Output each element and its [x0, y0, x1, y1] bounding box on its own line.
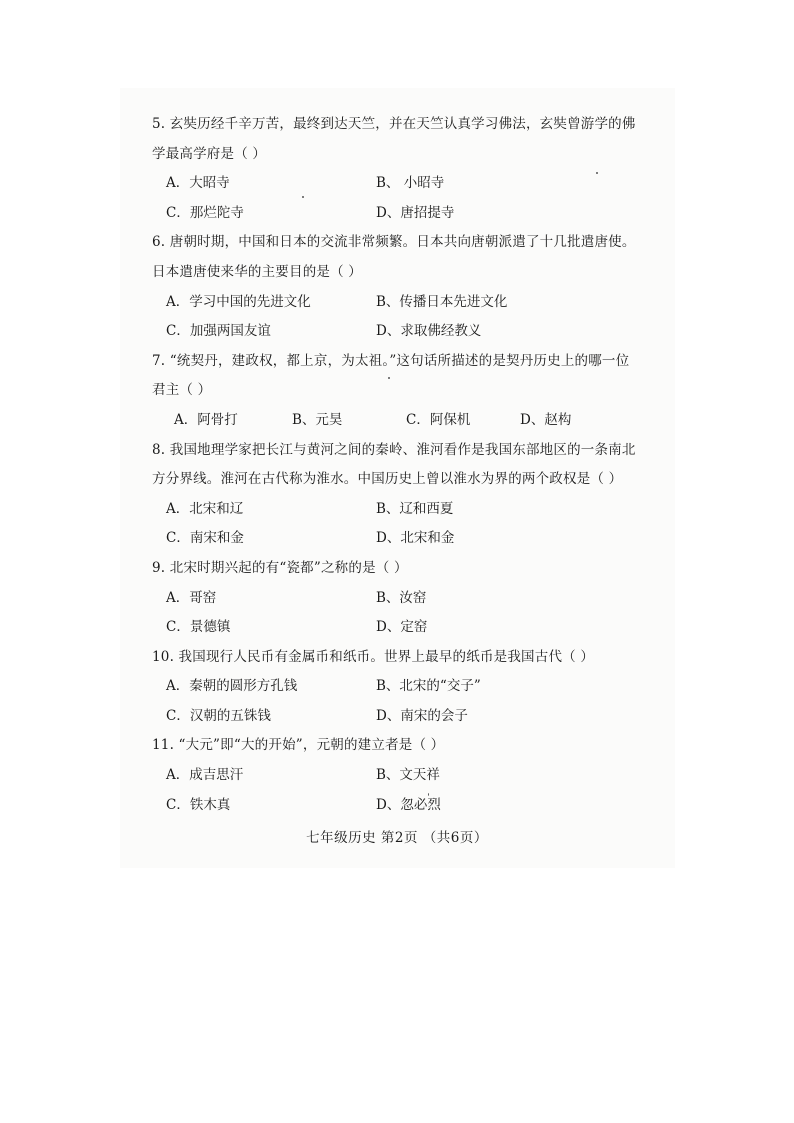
question-9	[152, 554, 672, 643]
question-text: 10. 我国现行人民币有金属币和纸币。世界上最早的纸币是我国古代（ ）	[152, 648, 595, 665]
option-d: D、定窑	[376, 619, 428, 636]
question-text: 11. “大元”即“大的开始”，元朝的建立者是（ ）	[152, 737, 445, 754]
option-c: C．南宋和金	[166, 530, 244, 547]
option-c: C．铁木真	[166, 796, 231, 813]
option-b: B、文天祥	[376, 767, 440, 784]
option-row	[152, 672, 672, 702]
option-row	[152, 613, 672, 643]
option-a: A．大昭寺	[166, 175, 230, 192]
scan-speck	[596, 172, 598, 174]
question-7	[152, 347, 672, 436]
option-row	[152, 406, 672, 436]
option-row	[152, 584, 672, 614]
question-text: 8. 我国地理学家把长江与黄河之间的秦岭、淮河看作是我国东部地区的一条南北	[152, 441, 636, 458]
question-text: 方分界线。淮河在古代称为淮水。中国历史上曾以淮水为界的两个政权是（ ）	[152, 471, 623, 488]
option-a: A．学习中国的先进文化	[166, 293, 311, 310]
option-d: D、忽必烈	[376, 796, 441, 813]
option-b: B、传播日本先进文化	[376, 293, 508, 310]
option-d: D、南宋的会子	[376, 707, 468, 724]
option-row	[152, 524, 672, 554]
option-c: C．那烂陀寺	[166, 204, 244, 221]
option-d: D、唐招提寺	[376, 204, 455, 221]
option-row	[152, 495, 672, 525]
option-b: B、 小昭寺	[376, 175, 445, 192]
option-c: C．景德镇	[166, 619, 231, 636]
option-row	[152, 702, 672, 732]
option-c: C．汉朝的五铢钱	[166, 707, 271, 724]
question-text: 9. 北宋时期兴起的有“瓷都”之称的是（ ）	[152, 559, 408, 576]
option-b: B、汝窑	[376, 589, 427, 606]
option-c: C．加强两国友谊	[166, 323, 271, 340]
option-a: A．哥窑	[166, 589, 217, 606]
question-text: 君主（ ）	[152, 382, 212, 399]
option-d: D、北宋和金	[376, 530, 455, 547]
option-d: D、赵构	[520, 411, 572, 428]
question-8	[152, 436, 672, 554]
page-footer: 七年级历史 第2页 （共6页）	[306, 830, 488, 846]
question-list	[152, 110, 672, 820]
scan-speck	[388, 377, 390, 379]
scan-speck	[428, 793, 429, 796]
question-text: 日本遣唐使来华的主要目的是（ ）	[152, 263, 362, 280]
option-a: A．成吉思汗	[166, 767, 244, 784]
option-a: A．北宋和辽	[166, 500, 244, 517]
question-text: 7. “统契丹，建政权，都上京，为太祖。”这句话所描述的是契丹历史上的哪一位	[152, 352, 630, 369]
option-c: C．阿保机	[406, 411, 471, 428]
option-a: A．阿骨打	[174, 411, 238, 428]
option-row	[152, 288, 672, 318]
question-11	[152, 731, 672, 820]
question-5	[152, 110, 672, 228]
option-row	[152, 791, 672, 821]
option-row	[152, 199, 672, 229]
option-a: A．秦朝的圆形方孔钱	[166, 678, 298, 695]
question-10	[152, 643, 672, 732]
question-text: 5. 玄奘历经千辛万苦，最终到达天竺，并在天竺认真学习佛法，玄奘曾游学的佛	[152, 116, 636, 132]
option-row	[152, 317, 672, 347]
scan-speck	[302, 196, 304, 198]
option-row	[152, 761, 672, 791]
option-row	[152, 169, 672, 199]
question-6	[152, 228, 672, 346]
question-text: 6. 唐朝时期，中国和日本的交流非常频繁。日本共向唐朝派遣了十几批遣唐使。	[152, 234, 636, 251]
option-d: D、求取佛经教义	[376, 323, 482, 340]
option-b: B、北宋的“交子”	[376, 678, 481, 695]
option-b: B、元昊	[292, 411, 343, 428]
option-b: B、辽和西夏	[376, 500, 454, 517]
question-text: 学最高学府是（ ）	[152, 145, 267, 162]
